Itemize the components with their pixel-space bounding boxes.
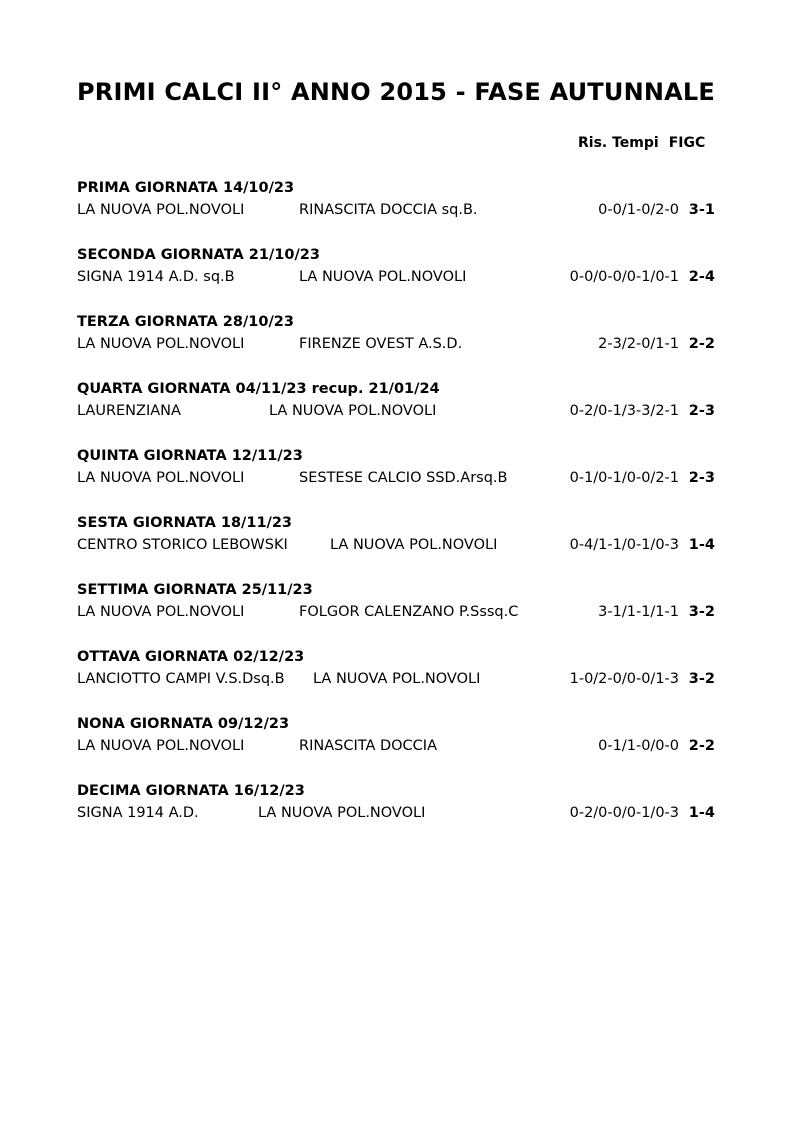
round-title: SESTA GIORNATA 18/11/23 <box>77 515 293 531</box>
figc-result: 2-4 <box>688 269 715 285</box>
tempi-column-header: Ris. Tempi <box>578 135 659 151</box>
match-row <box>77 403 727 423</box>
round-title: OTTAVA GIORNATA 02/12/23 <box>77 649 305 665</box>
match-row <box>77 805 727 825</box>
away-team: LA NUOVA POL.NOVOLI <box>269 403 437 419</box>
away-team: LA NUOVA POL.NOVOLI <box>313 671 481 687</box>
tempi-result: 0-2/0-1/3-3/2-1 <box>569 403 679 419</box>
match-row <box>77 202 727 222</box>
away-team: RINASCITA DOCCIA <box>299 738 438 754</box>
tempi-result: 3-1/1-1/1-1 <box>598 604 679 620</box>
match-row <box>77 269 727 289</box>
figc-result: 2-3 <box>688 470 715 486</box>
away-team: LA NUOVA POL.NOVOLI <box>330 537 498 553</box>
column-headers <box>578 135 705 151</box>
tempi-result: 1-0/2-0/0-0/1-3 <box>569 671 679 687</box>
round-title: SECONDA GIORNATA 21/10/23 <box>77 247 320 263</box>
match-row <box>77 470 727 490</box>
home-team: SIGNA 1914 A.D. sq.B <box>77 269 235 285</box>
figc-result: 3-2 <box>688 671 715 687</box>
tempi-result: 0-0/0-0/0-1/0-1 <box>569 269 679 285</box>
figc-result: 2-3 <box>688 403 715 419</box>
home-team: CENTRO STORICO LEBOWSKI <box>77 537 288 553</box>
home-team: LA NUOVA POL.NOVOLI <box>77 604 245 620</box>
figc-result: 3-1 <box>688 202 715 218</box>
round-title: PRIMA GIORNATA 14/10/23 <box>77 180 295 196</box>
home-team: LA NUOVA POL.NOVOLI <box>77 336 245 352</box>
tempi-result: 0-1/0-1/0-0/2-1 <box>569 470 679 486</box>
page-title: PRIMI CALCI II° ANNO 2015 - FASE AUTUNNALE <box>77 78 716 106</box>
figc-result: 2-2 <box>688 738 715 754</box>
tempi-result: 0-1/1-0/0-0 <box>598 738 679 754</box>
tempi-result: 0-0/1-0/2-0 <box>598 202 679 218</box>
home-team: LA NUOVA POL.NOVOLI <box>77 470 245 486</box>
round-title: SETTIMA GIORNATA 25/11/23 <box>77 582 313 598</box>
home-team: LA NUOVA POL.NOVOLI <box>77 738 245 754</box>
tempi-result: 0-4/1-1/0-1/0-3 <box>569 537 679 553</box>
figc-result: 3-2 <box>688 604 715 620</box>
away-team: LA NUOVA POL.NOVOLI <box>258 805 426 821</box>
away-team: FOLGOR CALENZANO P.Sssq.C <box>299 604 519 620</box>
match-row <box>77 671 727 691</box>
figc-result: 1-4 <box>688 805 715 821</box>
figc-result: 1-4 <box>688 537 715 553</box>
away-team: FIRENZE OVEST A.S.D. <box>299 336 463 352</box>
match-row <box>77 336 727 356</box>
away-team: RINASCITA DOCCIA sq.B. <box>299 202 478 218</box>
away-team: LA NUOVA POL.NOVOLI <box>299 269 467 285</box>
tempi-result: 0-2/0-0/0-1/0-3 <box>569 805 679 821</box>
round-title: DECIMA GIORNATA 16/12/23 <box>77 783 305 799</box>
round-title: QUARTA GIORNATA 04/11/23 recup. 21/01/24 <box>77 381 440 397</box>
home-team: SIGNA 1914 A.D. <box>77 805 199 821</box>
match-row <box>77 604 727 624</box>
away-team: SESTESE CALCIO SSD.Arsq.B <box>299 470 508 486</box>
match-row <box>77 537 727 557</box>
figc-column-header: FIGC <box>668 135 706 151</box>
figc-result: 2-2 <box>688 336 715 352</box>
round-title: TERZA GIORNATA 28/10/23 <box>77 314 294 330</box>
round-title: NONA GIORNATA 09/12/23 <box>77 716 290 732</box>
home-team: LAURENZIANA <box>77 403 181 419</box>
match-row <box>77 738 727 758</box>
round-title: QUINTA GIORNATA 12/11/23 <box>77 448 303 464</box>
tempi-result: 2-3/2-0/1-1 <box>598 336 679 352</box>
home-team: LA NUOVA POL.NOVOLI <box>77 202 245 218</box>
home-team: LANCIOTTO CAMPI V.S.Dsq.B <box>77 671 285 687</box>
